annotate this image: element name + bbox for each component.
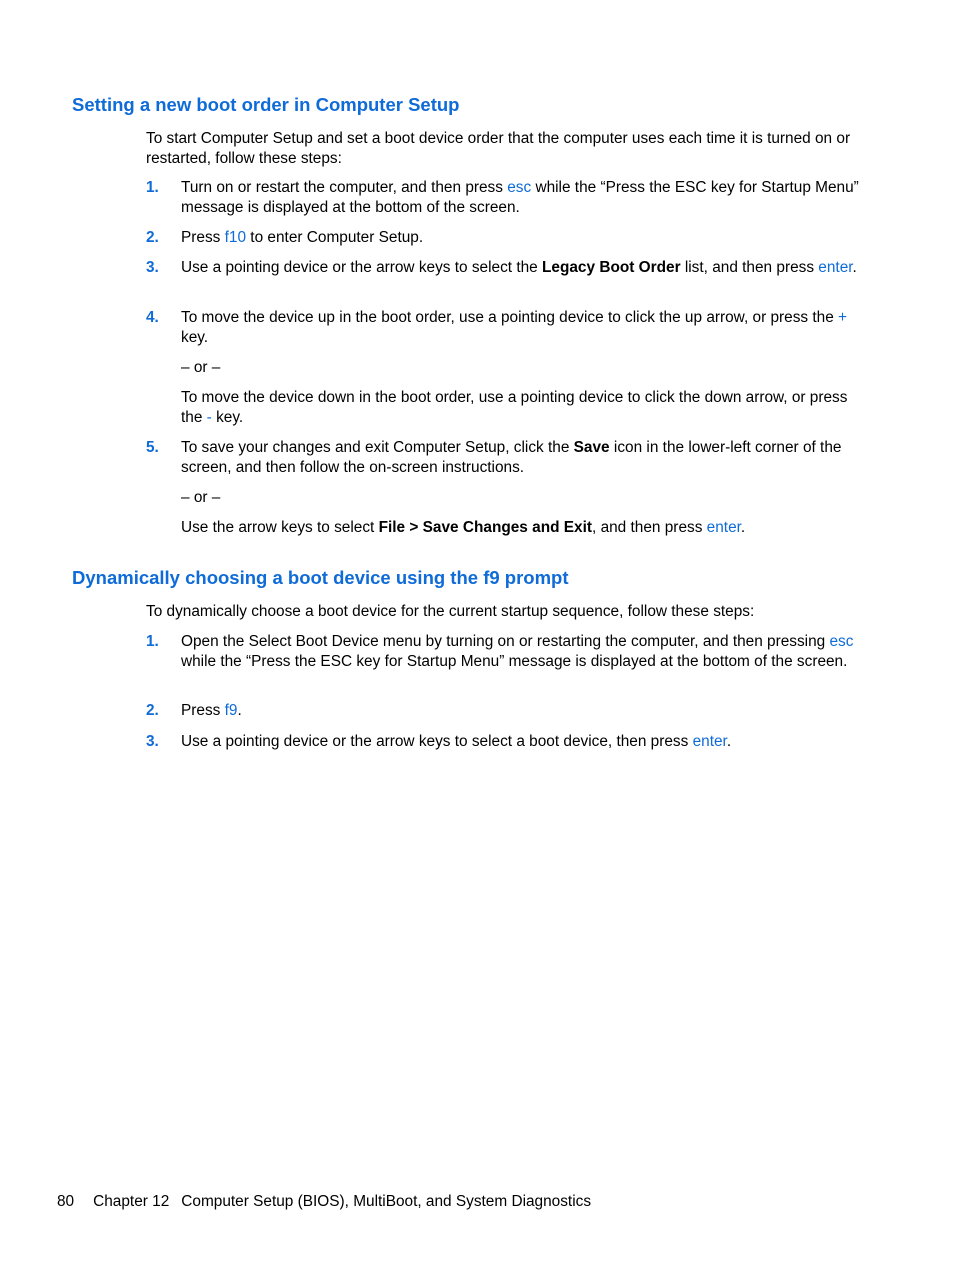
footer-chapter-title: Computer Setup (BIOS), MultiBoot, and System Diagnostics xyxy=(181,1193,592,1210)
step-number: 1. xyxy=(146,633,159,650)
ui-term-legacy-boot-order: Legacy Boot Order xyxy=(542,259,681,276)
ui-term-file-save-changes-exit: File > Save Changes and Exit xyxy=(378,519,593,536)
key-enter: enter xyxy=(692,733,727,750)
page-number: 80 xyxy=(57,1193,75,1210)
key-enter: enter xyxy=(706,519,741,536)
section-heading-f9-prompt: Dynamically choosing a boot device using the f9 prompt xyxy=(72,567,569,588)
footer-chapter: Chapter 12 xyxy=(93,1193,170,1210)
step-alternative: Use the arrow keys to select File > Save Changes and Exit, and then press enter. xyxy=(181,519,746,536)
section2-intro: To dynamically choose a boot device for the current startup sequence, follow these steps: xyxy=(146,603,755,620)
step-number: 1. xyxy=(146,179,159,196)
step-number: 4. xyxy=(146,309,159,326)
step-text: Open the Select Boot Device menu by turning on or restarting the computer, and then pressing esc while the “Press the ESC key for Startup Menu” message is displayed at the bottom of the screen. xyxy=(181,633,854,670)
step-text: Press f9. xyxy=(181,702,242,719)
step-text: To move the device up in the boot order, use a pointing device to click the up arrow, or press the + key. xyxy=(181,309,848,346)
step-text: Use a pointing device or the arrow keys to select the Legacy Boot Order list, and then press enter. xyxy=(181,259,857,276)
key-enter: enter xyxy=(818,259,853,276)
step-number: 3. xyxy=(146,259,159,276)
key-esc: esc xyxy=(507,179,532,196)
key-esc: esc xyxy=(829,633,854,650)
or-separator: – or – xyxy=(181,489,221,506)
section-heading-boot-order: Setting a new boot order in Computer Setup xyxy=(72,94,460,115)
step-text: Use a pointing device or the arrow keys to select a boot device, then press enter. xyxy=(181,733,732,750)
section1-intro: To start Computer Setup and set a boot device order that the computer uses each time it is turned on or restarted, follow these steps: xyxy=(146,130,851,167)
key-minus: - xyxy=(206,408,212,426)
step-number: 2. xyxy=(146,229,159,246)
key-plus: + xyxy=(838,309,848,326)
step-text: To save your changes and exit Computer Setup, click the Save icon in the lower-left corner of the screen, and then follow the on-screen instructions. xyxy=(181,439,842,476)
page-footer xyxy=(57,1192,591,1212)
key-f10: f10 xyxy=(224,229,247,246)
step-text: Turn on or restart the computer, and then press esc while the “Press the ESC key for Startup Menu” message is displayed at the bottom of the screen. xyxy=(181,179,859,216)
step-alternative: To move the device down in the boot order, use a pointing device to click the down arrow, or press the - key. xyxy=(181,389,848,426)
ui-term-save: Save xyxy=(573,439,610,456)
step-number: 2. xyxy=(146,702,159,719)
step-text: Press f10 to enter Computer Setup. xyxy=(181,229,424,246)
step-number: 5. xyxy=(146,439,159,456)
step-number: 3. xyxy=(146,733,159,750)
key-f9: f9 xyxy=(224,702,238,719)
or-separator: – or – xyxy=(181,359,221,376)
